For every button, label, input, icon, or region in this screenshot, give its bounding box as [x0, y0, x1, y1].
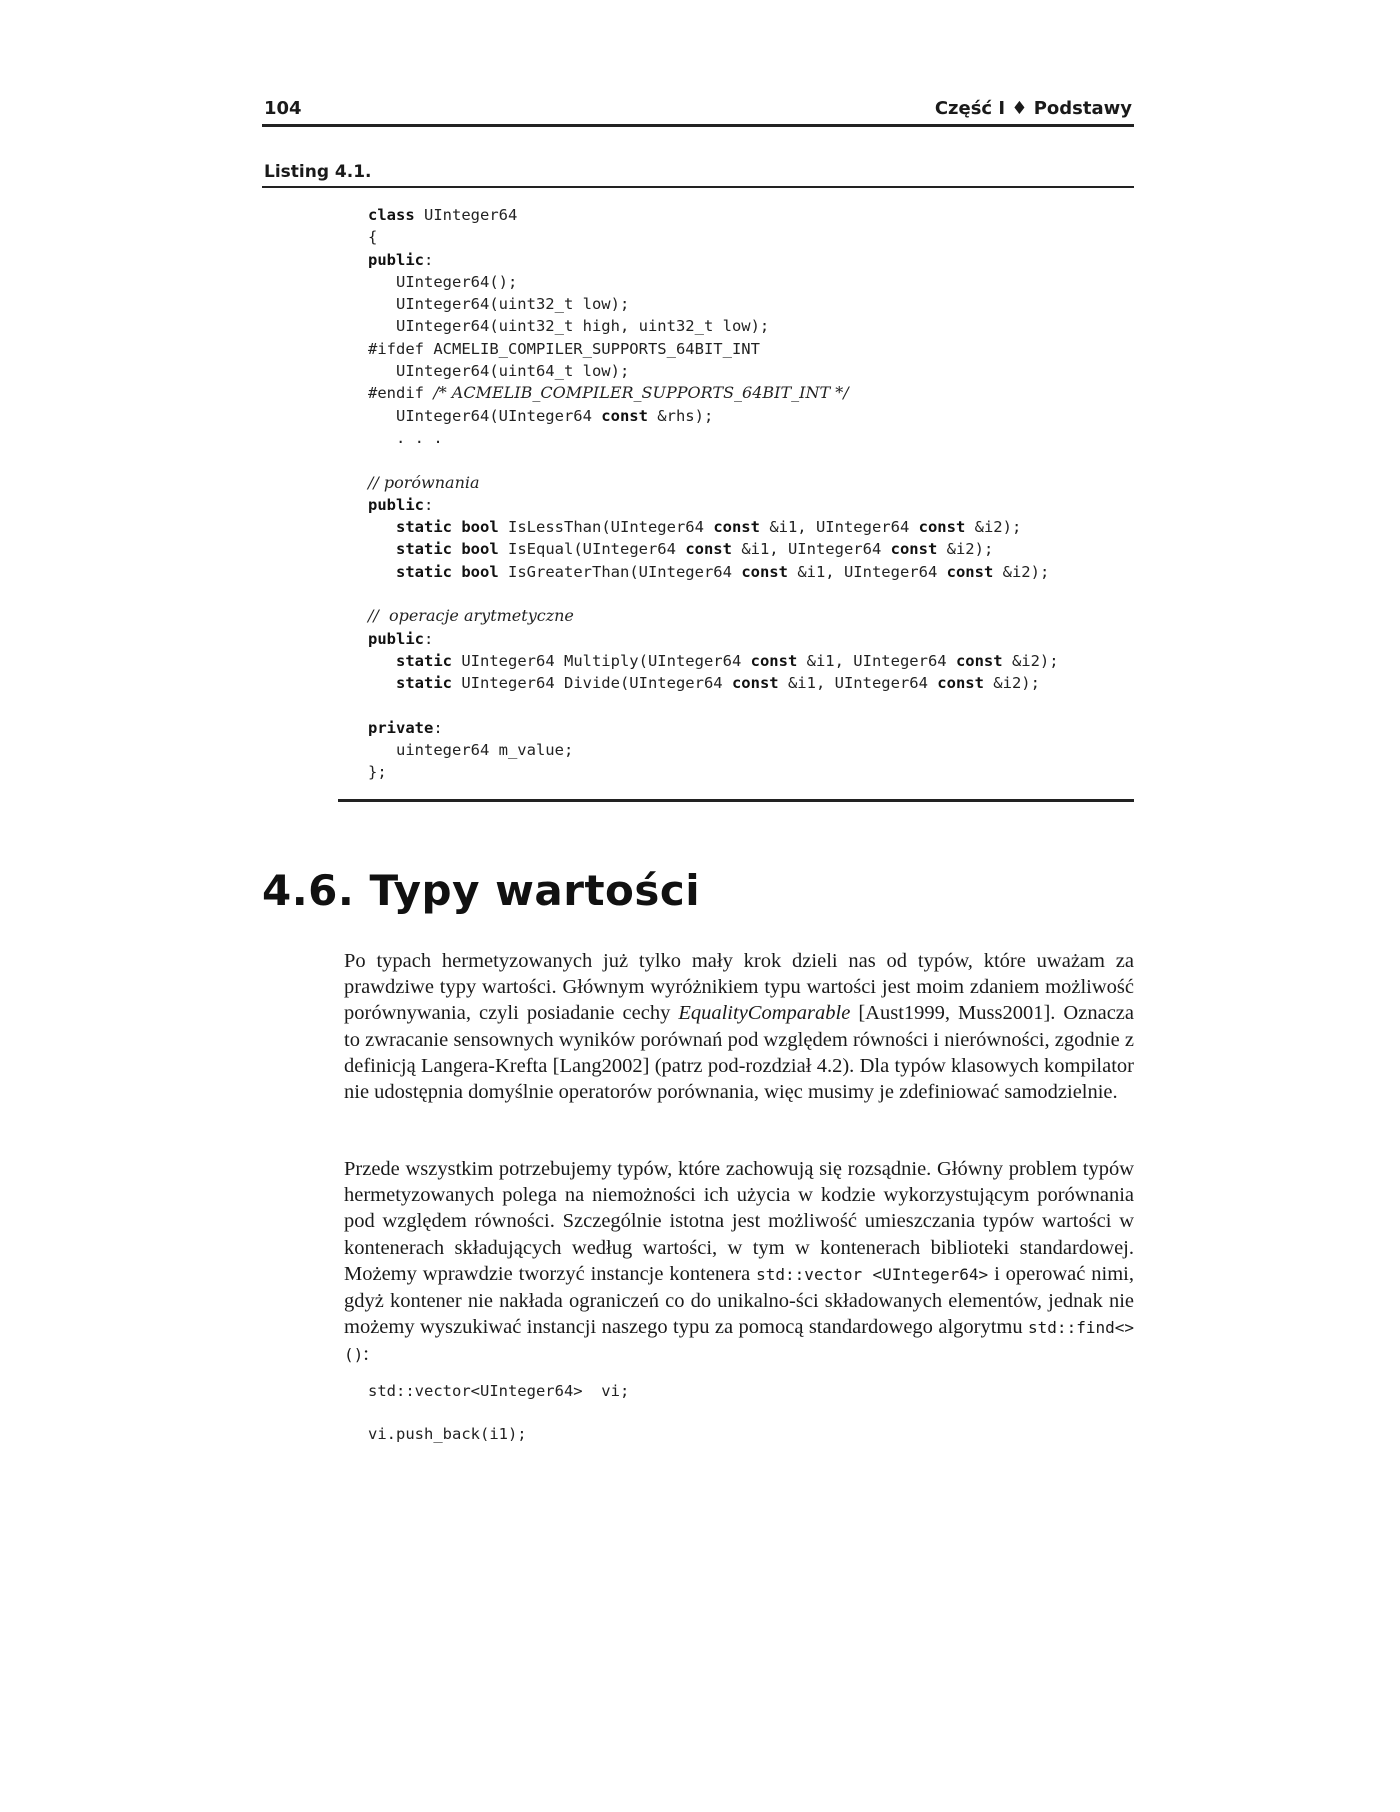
- code-line: [368, 739, 1128, 761]
- code-keyword: const: [946, 562, 994, 581]
- code-text: [368, 563, 396, 581]
- body-paragraph-2: [344, 1156, 1134, 1369]
- code-line: [368, 561, 1128, 583]
- code-line: [368, 226, 1128, 248]
- code-text: UInteger64 Multiply(UInteger64: [452, 651, 751, 670]
- section-heading: 4.6. Typy wartości: [262, 866, 701, 915]
- code-text: &rhs);: [647, 406, 714, 425]
- inline-code: std::find<>(): [344, 1318, 1134, 1365]
- code-line: [368, 538, 1128, 560]
- code-keyword: public: [368, 629, 424, 648]
- code-line: [368, 382, 1128, 404]
- code-text: UInteger64(uint64_t low);: [368, 362, 630, 381]
- code-keyword: const: [731, 674, 779, 693]
- code-keyword: bool: [461, 540, 499, 559]
- code-keyword: class: [368, 206, 415, 224]
- code-keyword: private: [368, 718, 434, 737]
- code-line: [368, 650, 1128, 672]
- code-text: [452, 540, 461, 558]
- inline-code: std::vector <UInteger64>: [756, 1264, 989, 1284]
- code-text: UInteger64 Divide(UInteger64: [452, 674, 732, 693]
- code-text: [452, 518, 461, 536]
- running-header: [262, 98, 1134, 127]
- code-text: };: [368, 763, 387, 782]
- code-text: :: [424, 629, 434, 648]
- code-line: [368, 761, 1128, 783]
- code-text: :: [424, 495, 434, 514]
- code-line: [368, 204, 1128, 226]
- code-line: [368, 449, 1128, 471]
- code-text: :: [433, 718, 443, 737]
- code-text: IsGreaterThan(UInteger64: [498, 562, 742, 581]
- code-line: [368, 315, 1128, 337]
- code-text: [368, 518, 396, 536]
- code-keyword: static: [396, 674, 452, 693]
- code-keyword: const: [750, 651, 798, 670]
- code-keyword: bool: [461, 562, 499, 581]
- code-listing: [368, 204, 1128, 784]
- code-text: #ifdef ACMELIB_COMPILER_SUPPORTS_64BIT_INT: [368, 339, 760, 358]
- code-keyword: static: [396, 518, 452, 537]
- code-text: &i2);: [965, 518, 1022, 537]
- code-line: [368, 516, 1128, 538]
- listing-caption-text: Listing 4.1.: [264, 162, 372, 182]
- code-keyword: const: [955, 651, 1003, 670]
- code-text: uinteger64 m_value;: [368, 741, 574, 760]
- paragraph-text: i operować nimi, gdyż kontener nie nakłada ograniczeń co do unikalno-ści składowanych elementów, jednak nie możemy wyszukiwać instancji naszego typu za pomocą standardowego algorytmu: [344, 1262, 1135, 1339]
- code-keyword: const: [601, 406, 648, 425]
- code-keyword: static: [396, 651, 452, 670]
- paragraph-text: Po typach hermetyzowanych już tylko mały krok dzieli nas od typów, które uważam za prawdziwe typy wartości. Głównym wyróżnikiem typu wartości jest moim zdaniem możliwość porównywania, czyli posiadanie cechy: [344, 950, 1134, 1025]
- code-line: [368, 717, 1128, 739]
- code-keyword: const: [918, 518, 966, 537]
- code-text: &i2);: [993, 562, 1050, 581]
- page-number: 104: [264, 98, 302, 119]
- code-text: &i1, UInteger64: [797, 651, 956, 670]
- code-line: [368, 494, 1128, 516]
- code-text: [452, 563, 461, 581]
- code-text: &i1, UInteger64: [731, 540, 891, 559]
- code-keyword: const: [685, 540, 732, 559]
- code-comment: // porównania: [368, 472, 480, 492]
- code-text: &i1, UInteger64: [778, 674, 938, 693]
- code-keyword: static: [396, 562, 452, 581]
- code-text: &i2);: [1002, 651, 1059, 670]
- code-text: UInteger64: [414, 206, 518, 224]
- part-title: Część I ♦ Podstawy: [934, 98, 1132, 119]
- code-line: [368, 271, 1128, 293]
- code-keyword: const: [713, 518, 760, 537]
- code-text: . . .: [368, 428, 443, 447]
- body-paragraph-1: [344, 948, 1134, 1105]
- code-text: #endif: [368, 384, 434, 403]
- paragraph-text: [Aust1999, Muss2001]. Oznacza to zwracanie sensownych wyników porównań pod względem równości i nierówności, zgodnie z definicją Langera-Krefta [Lang2002] (patrz pod-rozdział 4.2). Dla typów klasowych kompilator nie udostępnia domyślnie operatorów porównania, więc musimy je zdefiniować samodzielnie.: [344, 1002, 1134, 1104]
- code-line: [368, 405, 1128, 427]
- code-text: &i1, UInteger64: [787, 562, 947, 581]
- code-text: [368, 540, 396, 558]
- listing-caption: [262, 162, 1134, 188]
- code-text: &i2);: [937, 540, 994, 559]
- listing-bottom-rule: [338, 799, 1134, 802]
- code-line: [368, 360, 1128, 382]
- code-line: [368, 249, 1128, 271]
- code-line: [368, 583, 1128, 605]
- code-keyword: const: [937, 674, 984, 693]
- italic-term: EqualityComparable: [678, 1002, 851, 1025]
- code-line: [368, 293, 1128, 315]
- paragraph-text: :: [363, 1343, 369, 1366]
- code-text: [368, 674, 396, 692]
- code-snippet-vector-declaration: std::vector<UInteger64> vi;: [368, 1382, 630, 1400]
- code-text: &i1, UInteger64: [759, 518, 919, 537]
- code-text: [368, 652, 396, 670]
- code-text: UInteger64(UInteger64: [368, 406, 602, 425]
- code-text: &i2);: [983, 674, 1040, 693]
- code-comment: // operacje arytmetyczne: [368, 606, 574, 626]
- code-text: IsLessThan(UInteger64: [498, 518, 714, 537]
- code-text: {: [368, 228, 378, 247]
- code-keyword: const: [741, 562, 788, 581]
- code-comment: /* ACMELIB_COMPILER_SUPPORTS_64BIT_INT */: [433, 383, 849, 403]
- code-line: [368, 338, 1128, 360]
- code-line: [368, 605, 1128, 627]
- code-keyword: bool: [461, 518, 499, 537]
- code-keyword: public: [368, 250, 424, 269]
- code-line: [368, 695, 1128, 717]
- code-text: :: [424, 250, 434, 269]
- code-text: UInteger64(uint32_t low);: [368, 295, 630, 314]
- code-keyword: const: [890, 540, 938, 559]
- code-text: IsEqual(UInteger64: [498, 540, 686, 559]
- code-line: [368, 472, 1128, 494]
- code-keyword: static: [396, 540, 452, 559]
- code-keyword: public: [368, 495, 424, 514]
- code-text: UInteger64();: [368, 272, 518, 291]
- code-text: UInteger64(uint32_t high, uint32_t low);: [368, 317, 770, 336]
- code-line: [368, 672, 1128, 694]
- paragraph-text: Przede wszystkim potrzebujemy typów, które zachowują się rozsądnie. Główny problem typów hermetyzowanych polega na niemożności ich użycia w kodzie wykorzystującym porównania pod względem równości. Szczególnie istotna jest możliwość umieszczania typów wartości w kontenerach składujących według wartości, w tym w kontenerach biblioteki standardowej. Możemy wprawdzie tworzyć instancje kontenera: [344, 1158, 1134, 1285]
- code-line: [368, 628, 1128, 650]
- code-line: [368, 427, 1128, 449]
- code-snippet-push-back: vi.push_back(i1);: [368, 1425, 527, 1443]
